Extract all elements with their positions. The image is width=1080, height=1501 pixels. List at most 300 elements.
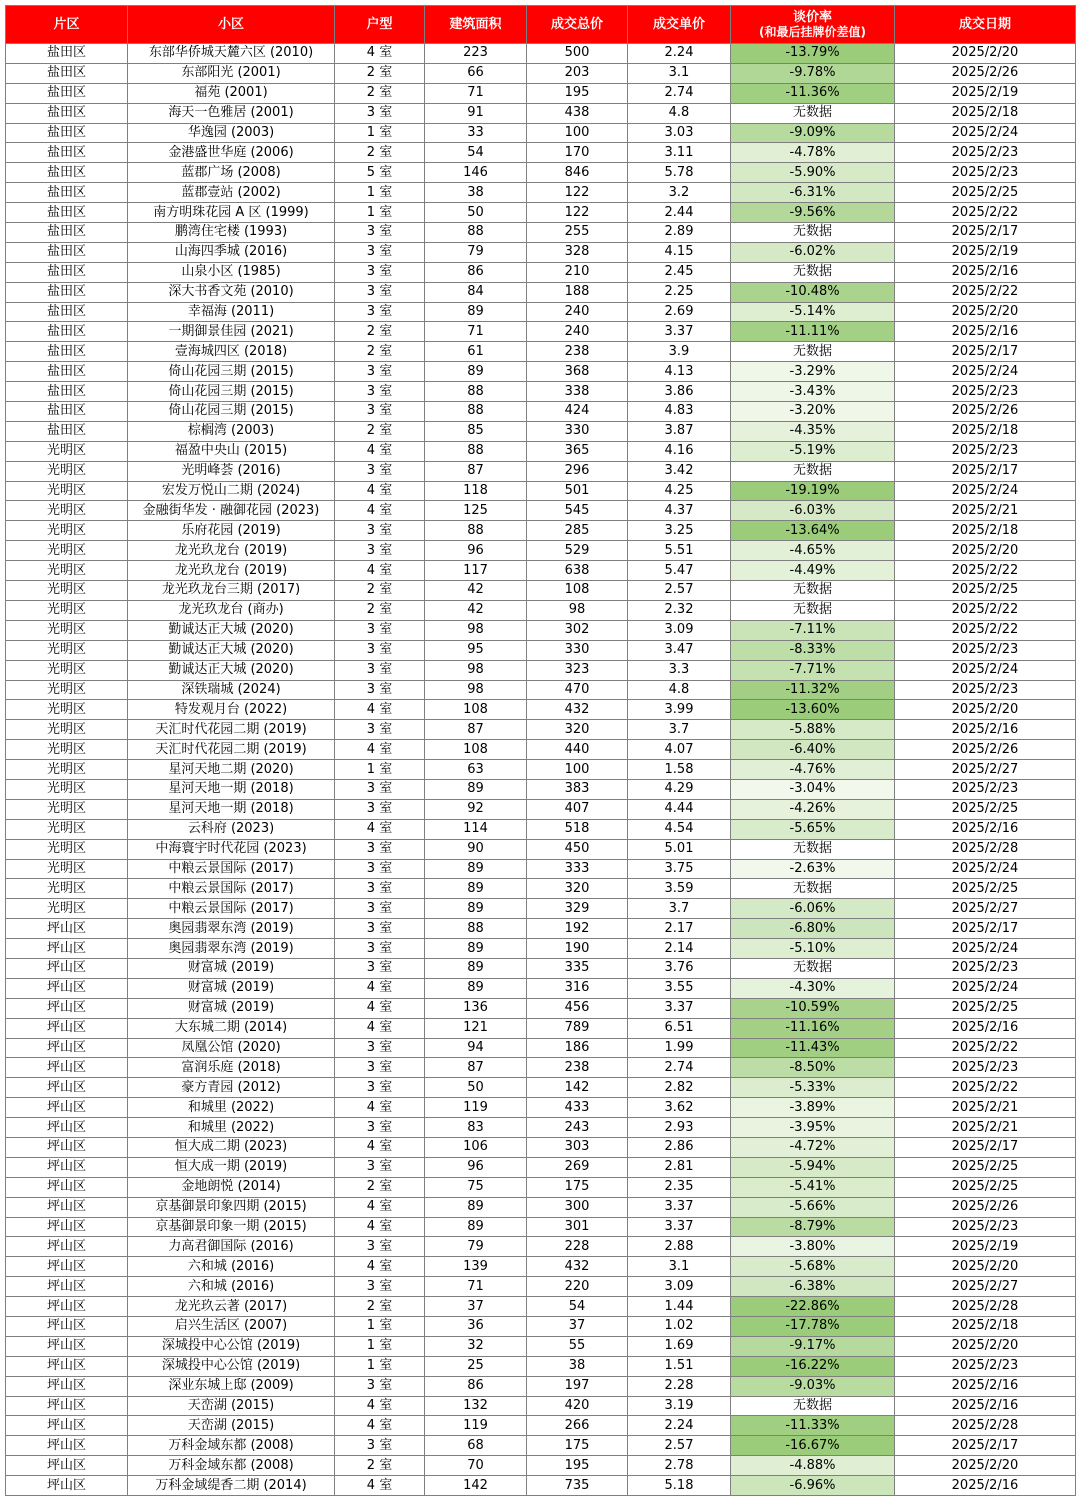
deal-date-cell[interactable]: 2025/2/26	[895, 63, 1076, 83]
total-price-cell[interactable]: 240	[527, 302, 628, 322]
bargain-rate-cell[interactable]: -5.90%	[731, 163, 895, 183]
total-price-cell[interactable]: 175	[527, 1436, 628, 1456]
bargain-rate-cell[interactable]: 无数据	[731, 581, 895, 601]
layout-cell[interactable]: 4 室	[335, 700, 425, 720]
total-price-cell[interactable]: 518	[527, 819, 628, 839]
bargain-rate-cell[interactable]: -9.03%	[731, 1376, 895, 1396]
deal-date-cell[interactable]: 2025/2/20	[895, 1336, 1076, 1356]
area-cell[interactable]: 42	[425, 600, 527, 620]
bargain-rate-cell[interactable]: -4.88%	[731, 1456, 895, 1476]
total-price-cell[interactable]: 450	[527, 839, 628, 859]
layout-cell[interactable]: 4 室	[335, 1416, 425, 1436]
bargain-rate-cell[interactable]: -8.50%	[731, 1058, 895, 1078]
area-cell[interactable]: 37	[425, 1297, 527, 1317]
total-price-cell[interactable]: 365	[527, 441, 628, 461]
community-cell[interactable]: 财富城 (2019)	[128, 978, 335, 998]
district-cell[interactable]: 光明区	[6, 481, 128, 501]
area-cell[interactable]: 87	[425, 1058, 527, 1078]
layout-cell[interactable]: 4 室	[335, 561, 425, 581]
deal-date-cell[interactable]: 2025/2/16	[895, 720, 1076, 740]
total-price-cell[interactable]: 329	[527, 899, 628, 919]
layout-cell[interactable]: 3 室	[335, 262, 425, 282]
community-cell[interactable]: 大东城二期 (2014)	[128, 1018, 335, 1038]
bargain-rate-cell[interactable]: -3.43%	[731, 382, 895, 402]
district-cell[interactable]: 盐田区	[6, 123, 128, 143]
layout-cell[interactable]: 4 室	[335, 998, 425, 1018]
header-layout[interactable]: 户型	[335, 6, 425, 44]
district-cell[interactable]: 坪山区	[6, 1416, 128, 1436]
layout-cell[interactable]: 4 室	[335, 1217, 425, 1237]
total-price-cell[interactable]: 54	[527, 1297, 628, 1317]
bargain-rate-cell[interactable]: 无数据	[731, 600, 895, 620]
layout-cell[interactable]: 2 室	[335, 83, 425, 103]
layout-cell[interactable]: 3 室	[335, 620, 425, 640]
deal-date-cell[interactable]: 2025/2/18	[895, 1317, 1076, 1337]
community-cell[interactable]: 恒大成一期 (2019)	[128, 1157, 335, 1177]
district-cell[interactable]: 光明区	[6, 521, 128, 541]
community-cell[interactable]: 启兴生活区 (2007)	[128, 1317, 335, 1337]
deal-date-cell[interactable]: 2025/2/16	[895, 1396, 1076, 1416]
community-cell[interactable]: 蓝郡广场 (2008)	[128, 163, 335, 183]
community-cell[interactable]: 中海寰宇时代花园 (2023)	[128, 839, 335, 859]
layout-cell[interactable]: 4 室	[335, 481, 425, 501]
deal-date-cell[interactable]: 2025/2/19	[895, 242, 1076, 262]
unit-price-cell[interactable]: 2.14	[628, 939, 731, 959]
community-cell[interactable]: 金融街华发 · 融御花园 (2023)	[128, 501, 335, 521]
layout-cell[interactable]: 3 室	[335, 1436, 425, 1456]
district-cell[interactable]: 坪山区	[6, 1137, 128, 1157]
bargain-rate-cell[interactable]: -22.86%	[731, 1297, 895, 1317]
bargain-rate-cell[interactable]: -9.78%	[731, 63, 895, 83]
unit-price-cell[interactable]: 1.02	[628, 1317, 731, 1337]
area-cell[interactable]: 117	[425, 561, 527, 581]
total-price-cell[interactable]: 529	[527, 541, 628, 561]
layout-cell[interactable]: 3 室	[335, 839, 425, 859]
total-price-cell[interactable]: 330	[527, 640, 628, 660]
deal-date-cell[interactable]: 2025/2/16	[895, 1476, 1076, 1496]
total-price-cell[interactable]: 243	[527, 1118, 628, 1138]
unit-price-cell[interactable]: 2.17	[628, 919, 731, 939]
community-cell[interactable]: 六和城 (2016)	[128, 1257, 335, 1277]
area-cell[interactable]: 98	[425, 620, 527, 640]
layout-cell[interactable]: 3 室	[335, 879, 425, 899]
community-cell[interactable]: 金地朗悦 (2014)	[128, 1177, 335, 1197]
total-price-cell[interactable]: 192	[527, 919, 628, 939]
area-cell[interactable]: 89	[425, 1217, 527, 1237]
area-cell[interactable]: 89	[425, 362, 527, 382]
bargain-rate-cell[interactable]: -13.79%	[731, 44, 895, 64]
deal-date-cell[interactable]: 2025/2/17	[895, 919, 1076, 939]
bargain-rate-cell[interactable]: -5.88%	[731, 720, 895, 740]
district-cell[interactable]: 盐田区	[6, 322, 128, 342]
total-price-cell[interactable]: 296	[527, 461, 628, 481]
unit-price-cell[interactable]: 3.59	[628, 879, 731, 899]
total-price-cell[interactable]: 122	[527, 203, 628, 223]
area-cell[interactable]: 125	[425, 501, 527, 521]
community-cell[interactable]: 金港盛世华庭 (2006)	[128, 143, 335, 163]
total-price-cell[interactable]: 100	[527, 760, 628, 780]
deal-date-cell[interactable]: 2025/2/21	[895, 1098, 1076, 1118]
community-cell[interactable]: 万科金域东都 (2008)	[128, 1436, 335, 1456]
deal-date-cell[interactable]: 2025/2/28	[895, 1297, 1076, 1317]
deal-date-cell[interactable]: 2025/2/23	[895, 640, 1076, 660]
unit-price-cell[interactable]: 3.37	[628, 998, 731, 1018]
unit-price-cell[interactable]: 3.75	[628, 859, 731, 879]
header-total-price[interactable]: 成交总价	[527, 6, 628, 44]
unit-price-cell[interactable]: 3.76	[628, 958, 731, 978]
area-cell[interactable]: 88	[425, 382, 527, 402]
community-cell[interactable]: 乐府花园 (2019)	[128, 521, 335, 541]
unit-price-cell[interactable]: 2.35	[628, 1177, 731, 1197]
area-cell[interactable]: 86	[425, 262, 527, 282]
community-cell[interactable]: 财富城 (2019)	[128, 958, 335, 978]
community-cell[interactable]: 幸福海 (2011)	[128, 302, 335, 322]
unit-price-cell[interactable]: 4.29	[628, 779, 731, 799]
district-cell[interactable]: 光明区	[6, 461, 128, 481]
bargain-rate-cell[interactable]: 无数据	[731, 1396, 895, 1416]
total-price-cell[interactable]: 269	[527, 1157, 628, 1177]
district-cell[interactable]: 盐田区	[6, 342, 128, 362]
area-cell[interactable]: 88	[425, 919, 527, 939]
bargain-rate-cell[interactable]: -6.06%	[731, 899, 895, 919]
total-price-cell[interactable]: 846	[527, 163, 628, 183]
layout-cell[interactable]: 4 室	[335, 501, 425, 521]
layout-cell[interactable]: 4 室	[335, 1476, 425, 1496]
district-cell[interactable]: 光明区	[6, 760, 128, 780]
unit-price-cell[interactable]: 4.44	[628, 799, 731, 819]
deal-date-cell[interactable]: 2025/2/17	[895, 223, 1076, 243]
deal-date-cell[interactable]: 2025/2/21	[895, 501, 1076, 521]
bargain-rate-cell[interactable]: -17.78%	[731, 1317, 895, 1337]
unit-price-cell[interactable]: 5.18	[628, 1476, 731, 1496]
area-cell[interactable]: 223	[425, 44, 527, 64]
district-cell[interactable]: 光明区	[6, 581, 128, 601]
deal-date-cell[interactable]: 2025/2/23	[895, 779, 1076, 799]
unit-price-cell[interactable]: 2.74	[628, 83, 731, 103]
community-cell[interactable]: 万科金域东都 (2008)	[128, 1456, 335, 1476]
total-price-cell[interactable]: 195	[527, 1456, 628, 1476]
district-cell[interactable]: 光明区	[6, 700, 128, 720]
layout-cell[interactable]: 4 室	[335, 740, 425, 760]
layout-cell[interactable]: 2 室	[335, 342, 425, 362]
district-cell[interactable]: 盐田区	[6, 262, 128, 282]
area-cell[interactable]: 132	[425, 1396, 527, 1416]
unit-price-cell[interactable]: 4.54	[628, 819, 731, 839]
total-price-cell[interactable]: 328	[527, 242, 628, 262]
unit-price-cell[interactable]: 2.32	[628, 600, 731, 620]
total-price-cell[interactable]: 735	[527, 1476, 628, 1496]
layout-cell[interactable]: 3 室	[335, 680, 425, 700]
community-cell[interactable]: 蓝郡壹站 (2002)	[128, 183, 335, 203]
bargain-rate-cell[interactable]: -11.36%	[731, 83, 895, 103]
deal-date-cell[interactable]: 2025/2/16	[895, 322, 1076, 342]
area-cell[interactable]: 89	[425, 958, 527, 978]
district-cell[interactable]: 坪山区	[6, 1396, 128, 1416]
layout-cell[interactable]: 1 室	[335, 1317, 425, 1337]
bargain-rate-cell[interactable]: -3.29%	[731, 362, 895, 382]
total-price-cell[interactable]: 122	[527, 183, 628, 203]
total-price-cell[interactable]: 37	[527, 1317, 628, 1337]
community-cell[interactable]: 山海四季城 (2016)	[128, 242, 335, 262]
area-cell[interactable]: 87	[425, 720, 527, 740]
unit-price-cell[interactable]: 5.78	[628, 163, 731, 183]
bargain-rate-cell[interactable]: -3.80%	[731, 1237, 895, 1257]
unit-price-cell[interactable]: 3.1	[628, 1257, 731, 1277]
total-price-cell[interactable]: 420	[527, 1396, 628, 1416]
total-price-cell[interactable]: 203	[527, 63, 628, 83]
area-cell[interactable]: 32	[425, 1336, 527, 1356]
layout-cell[interactable]: 2 室	[335, 143, 425, 163]
layout-cell[interactable]: 2 室	[335, 1297, 425, 1317]
deal-date-cell[interactable]: 2025/2/27	[895, 899, 1076, 919]
bargain-rate-cell[interactable]: -11.33%	[731, 1416, 895, 1436]
layout-cell[interactable]: 3 室	[335, 640, 425, 660]
layout-cell[interactable]: 1 室	[335, 203, 425, 223]
community-cell[interactable]: 恒大成二期 (2023)	[128, 1137, 335, 1157]
total-price-cell[interactable]: 320	[527, 720, 628, 740]
community-cell[interactable]: 中粮云景国际 (2017)	[128, 899, 335, 919]
area-cell[interactable]: 89	[425, 859, 527, 879]
deal-date-cell[interactable]: 2025/2/20	[895, 302, 1076, 322]
deal-date-cell[interactable]: 2025/2/23	[895, 441, 1076, 461]
area-cell[interactable]: 75	[425, 1177, 527, 1197]
district-cell[interactable]: 光明区	[6, 680, 128, 700]
district-cell[interactable]: 盐田区	[6, 242, 128, 262]
deal-date-cell[interactable]: 2025/2/22	[895, 282, 1076, 302]
layout-cell[interactable]: 2 室	[335, 1456, 425, 1476]
unit-price-cell[interactable]: 3.42	[628, 461, 731, 481]
bargain-rate-cell[interactable]: -2.63%	[731, 859, 895, 879]
community-cell[interactable]: 勤诚达正大城 (2020)	[128, 620, 335, 640]
unit-price-cell[interactable]: 1.44	[628, 1297, 731, 1317]
layout-cell[interactable]: 2 室	[335, 600, 425, 620]
district-cell[interactable]: 光明区	[6, 859, 128, 879]
deal-date-cell[interactable]: 2025/2/22	[895, 203, 1076, 223]
deal-date-cell[interactable]: 2025/2/20	[895, 44, 1076, 64]
area-cell[interactable]: 139	[425, 1257, 527, 1277]
unit-price-cell[interactable]: 3.09	[628, 1277, 731, 1297]
area-cell[interactable]: 89	[425, 939, 527, 959]
layout-cell[interactable]: 4 室	[335, 1197, 425, 1217]
district-cell[interactable]: 坪山区	[6, 998, 128, 1018]
total-price-cell[interactable]: 433	[527, 1098, 628, 1118]
bargain-rate-cell[interactable]: -3.89%	[731, 1098, 895, 1118]
total-price-cell[interactable]: 197	[527, 1376, 628, 1396]
bargain-rate-cell[interactable]: -4.76%	[731, 760, 895, 780]
layout-cell[interactable]: 3 室	[335, 859, 425, 879]
bargain-rate-cell[interactable]: -5.10%	[731, 939, 895, 959]
area-cell[interactable]: 85	[425, 421, 527, 441]
unit-price-cell[interactable]: 4.8	[628, 680, 731, 700]
area-cell[interactable]: 25	[425, 1356, 527, 1376]
total-price-cell[interactable]: 320	[527, 879, 628, 899]
header-bargain-rate[interactable]	[731, 6, 895, 44]
unit-price-cell[interactable]: 5.47	[628, 561, 731, 581]
bargain-rate-cell[interactable]: -4.26%	[731, 799, 895, 819]
unit-price-cell[interactable]: 2.81	[628, 1157, 731, 1177]
total-price-cell[interactable]: 456	[527, 998, 628, 1018]
total-price-cell[interactable]: 175	[527, 1177, 628, 1197]
district-cell[interactable]: 盐田区	[6, 103, 128, 123]
unit-price-cell[interactable]: 4.13	[628, 362, 731, 382]
district-cell[interactable]: 坪山区	[6, 1157, 128, 1177]
total-price-cell[interactable]: 195	[527, 83, 628, 103]
district-cell[interactable]: 坪山区	[6, 1317, 128, 1337]
bargain-rate-cell[interactable]: -5.94%	[731, 1157, 895, 1177]
total-price-cell[interactable]: 383	[527, 779, 628, 799]
unit-price-cell[interactable]: 2.28	[628, 1376, 731, 1396]
district-cell[interactable]: 光明区	[6, 561, 128, 581]
total-price-cell[interactable]: 255	[527, 223, 628, 243]
unit-price-cell[interactable]: 2.69	[628, 302, 731, 322]
community-cell[interactable]: 倚山花园三期 (2015)	[128, 382, 335, 402]
community-cell[interactable]: 京基御景印象一期 (2015)	[128, 1217, 335, 1237]
deal-date-cell[interactable]: 2025/2/23	[895, 680, 1076, 700]
bargain-rate-cell[interactable]: 无数据	[731, 342, 895, 362]
district-cell[interactable]: 坪山区	[6, 1018, 128, 1038]
total-price-cell[interactable]: 638	[527, 561, 628, 581]
bargain-rate-cell[interactable]: 无数据	[731, 461, 895, 481]
deal-date-cell[interactable]: 2025/2/24	[895, 362, 1076, 382]
unit-price-cell[interactable]: 3.09	[628, 620, 731, 640]
unit-price-cell[interactable]: 2.89	[628, 223, 731, 243]
unit-price-cell[interactable]: 3.37	[628, 322, 731, 342]
unit-price-cell[interactable]: 5.01	[628, 839, 731, 859]
area-cell[interactable]: 96	[425, 541, 527, 561]
unit-price-cell[interactable]: 3.1	[628, 63, 731, 83]
layout-cell[interactable]: 3 室	[335, 242, 425, 262]
area-cell[interactable]: 86	[425, 1376, 527, 1396]
community-cell[interactable]: 豪方青园 (2012)	[128, 1078, 335, 1098]
deal-date-cell[interactable]: 2025/2/19	[895, 83, 1076, 103]
total-price-cell[interactable]: 228	[527, 1237, 628, 1257]
area-cell[interactable]: 142	[425, 1476, 527, 1496]
total-price-cell[interactable]: 501	[527, 481, 628, 501]
deal-date-cell[interactable]: 2025/2/24	[895, 123, 1076, 143]
unit-price-cell[interactable]: 3.87	[628, 421, 731, 441]
community-cell[interactable]: 奥园翡翠东湾 (2019)	[128, 939, 335, 959]
deal-date-cell[interactable]: 2025/2/16	[895, 262, 1076, 282]
bargain-rate-cell[interactable]: -11.16%	[731, 1018, 895, 1038]
area-cell[interactable]: 33	[425, 123, 527, 143]
bargain-rate-cell[interactable]: -9.17%	[731, 1336, 895, 1356]
district-cell[interactable]: 盐田区	[6, 282, 128, 302]
unit-price-cell[interactable]: 2.57	[628, 1436, 731, 1456]
community-cell[interactable]: 龙光玖云著 (2017)	[128, 1297, 335, 1317]
layout-cell[interactable]: 4 室	[335, 1137, 425, 1157]
total-price-cell[interactable]: 300	[527, 1197, 628, 1217]
header-community[interactable]: 小区	[128, 6, 335, 44]
bargain-rate-cell[interactable]: -6.40%	[731, 740, 895, 760]
layout-cell[interactable]: 3 室	[335, 1038, 425, 1058]
community-cell[interactable]: 富润乐庭 (2018)	[128, 1058, 335, 1078]
deal-date-cell[interactable]: 2025/2/23	[895, 958, 1076, 978]
district-cell[interactable]: 光明区	[6, 899, 128, 919]
layout-cell[interactable]: 2 室	[335, 63, 425, 83]
district-cell[interactable]: 坪山区	[6, 978, 128, 998]
total-price-cell[interactable]: 438	[527, 103, 628, 123]
bargain-rate-cell[interactable]: 无数据	[731, 262, 895, 282]
district-cell[interactable]: 坪山区	[6, 1058, 128, 1078]
community-cell[interactable]: 深城投中心公馆 (2019)	[128, 1356, 335, 1376]
deal-date-cell[interactable]: 2025/2/22	[895, 620, 1076, 640]
deal-date-cell[interactable]: 2025/2/24	[895, 481, 1076, 501]
layout-cell[interactable]: 3 室	[335, 1157, 425, 1177]
unit-price-cell[interactable]: 3.37	[628, 1197, 731, 1217]
area-cell[interactable]: 83	[425, 1118, 527, 1138]
layout-cell[interactable]: 2 室	[335, 421, 425, 441]
community-cell[interactable]: 东部阳光 (2001)	[128, 63, 335, 83]
area-cell[interactable]: 92	[425, 799, 527, 819]
total-price-cell[interactable]: 407	[527, 799, 628, 819]
area-cell[interactable]: 89	[425, 779, 527, 799]
total-price-cell[interactable]: 424	[527, 402, 628, 422]
area-cell[interactable]: 94	[425, 1038, 527, 1058]
total-price-cell[interactable]: 545	[527, 501, 628, 521]
district-cell[interactable]: 坪山区	[6, 1038, 128, 1058]
community-cell[interactable]: 特发观月台 (2022)	[128, 700, 335, 720]
deal-date-cell[interactable]: 2025/2/22	[895, 561, 1076, 581]
district-cell[interactable]: 光明区	[6, 600, 128, 620]
total-price-cell[interactable]: 333	[527, 859, 628, 879]
total-price-cell[interactable]: 432	[527, 700, 628, 720]
bargain-rate-cell[interactable]: -5.33%	[731, 1078, 895, 1098]
layout-cell[interactable]: 4 室	[335, 1098, 425, 1118]
community-cell[interactable]: 宏发万悦山二期 (2024)	[128, 481, 335, 501]
deal-date-cell[interactable]: 2025/2/23	[895, 1356, 1076, 1376]
district-cell[interactable]: 光明区	[6, 879, 128, 899]
total-price-cell[interactable]: 316	[527, 978, 628, 998]
deal-date-cell[interactable]: 2025/2/20	[895, 541, 1076, 561]
total-price-cell[interactable]: 440	[527, 740, 628, 760]
area-cell[interactable]: 106	[425, 1137, 527, 1157]
bargain-rate-cell[interactable]: -4.65%	[731, 541, 895, 561]
unit-price-cell[interactable]: 4.16	[628, 441, 731, 461]
district-cell[interactable]: 坪山区	[6, 1197, 128, 1217]
total-price-cell[interactable]: 335	[527, 958, 628, 978]
layout-cell[interactable]: 3 室	[335, 1376, 425, 1396]
total-price-cell[interactable]: 238	[527, 1058, 628, 1078]
unit-price-cell[interactable]: 4.15	[628, 242, 731, 262]
community-cell[interactable]: 鹏湾住宅楼 (1993)	[128, 223, 335, 243]
layout-cell[interactable]: 4 室	[335, 978, 425, 998]
area-cell[interactable]: 36	[425, 1317, 527, 1337]
bargain-rate-cell[interactable]: -3.95%	[731, 1118, 895, 1138]
community-cell[interactable]: 天汇时代花园二期 (2019)	[128, 740, 335, 760]
deal-date-cell[interactable]: 2025/2/24	[895, 939, 1076, 959]
total-price-cell[interactable]: 220	[527, 1277, 628, 1297]
district-cell[interactable]: 坪山区	[6, 1118, 128, 1138]
header-area[interactable]: 建筑面积	[425, 6, 527, 44]
district-cell[interactable]: 坪山区	[6, 1376, 128, 1396]
layout-cell[interactable]: 3 室	[335, 660, 425, 680]
deal-date-cell[interactable]: 2025/2/17	[895, 1436, 1076, 1456]
unit-price-cell[interactable]: 2.78	[628, 1456, 731, 1476]
deal-date-cell[interactable]: 2025/2/26	[895, 402, 1076, 422]
total-price-cell[interactable]: 100	[527, 123, 628, 143]
layout-cell[interactable]: 3 室	[335, 799, 425, 819]
area-cell[interactable]: 89	[425, 879, 527, 899]
total-price-cell[interactable]: 302	[527, 620, 628, 640]
district-cell[interactable]: 盐田区	[6, 44, 128, 64]
district-cell[interactable]: 坪山区	[6, 919, 128, 939]
district-cell[interactable]: 光明区	[6, 620, 128, 640]
layout-cell[interactable]: 3 室	[335, 939, 425, 959]
community-cell[interactable]: 海天一色雅居 (2001)	[128, 103, 335, 123]
district-cell[interactable]: 光明区	[6, 779, 128, 799]
area-cell[interactable]: 61	[425, 342, 527, 362]
bargain-rate-cell[interactable]: 无数据	[731, 879, 895, 899]
